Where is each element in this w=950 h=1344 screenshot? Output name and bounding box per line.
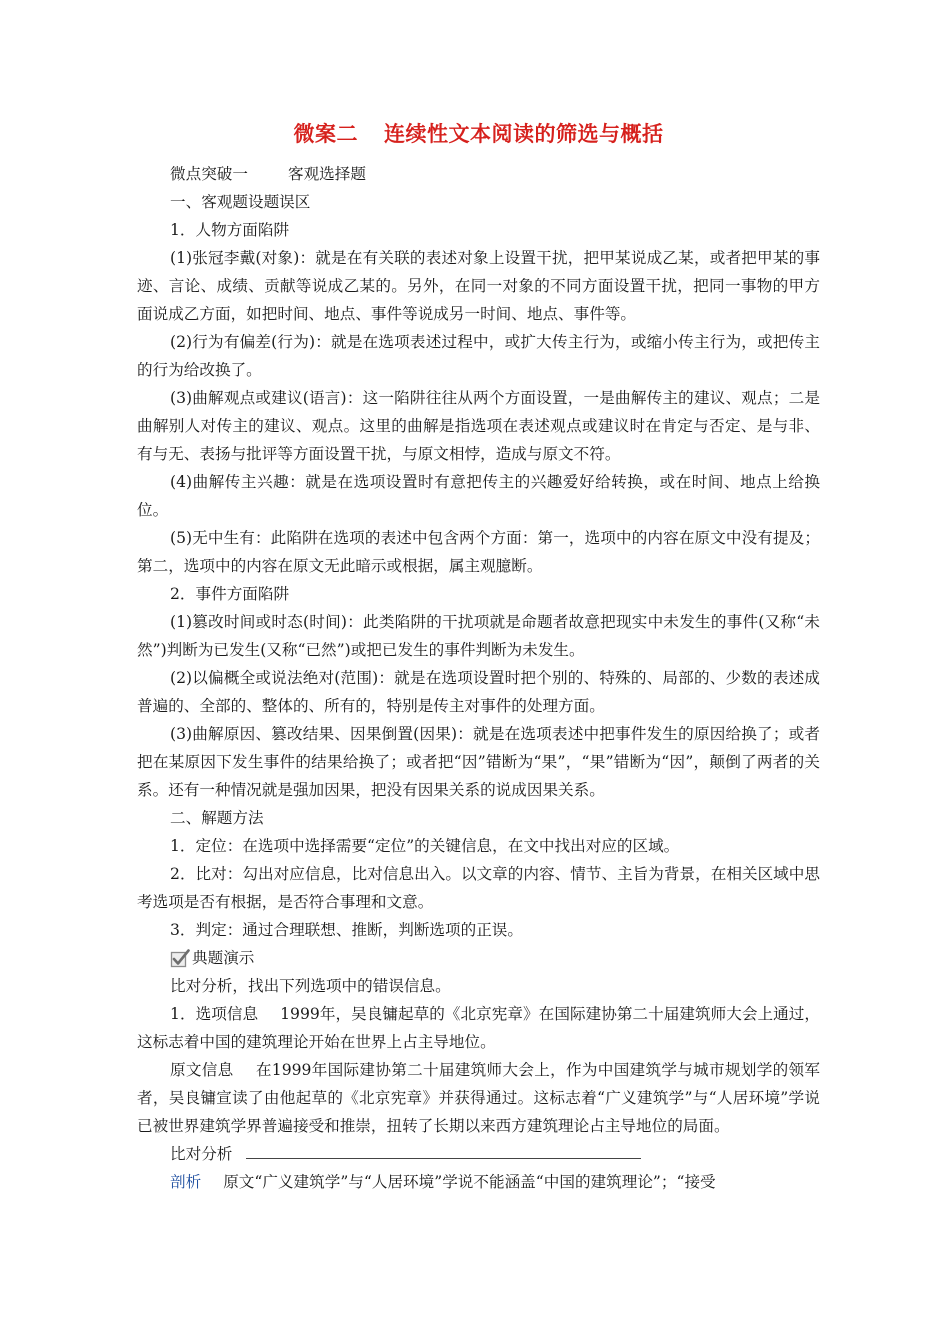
analysis-tag: 剖析 [170, 1173, 202, 1191]
method-item: 3．判定：通过合理联想、推断，判断选项的正误。 [170, 921, 523, 939]
checkmark-box-icon [170, 948, 190, 968]
paragraph: (1)张冠李戴(对象)：就是在有关联的表述对象上设置干扰，把甲某说成乙某，或者把甲某的事迹、言论、成绩、贡献等说成乙某的。另外，在同一对象的不同方面设置干扰，把同一事物的甲方面说成乙方面，如把时间、地点、事件等说成另一时间、地点、事件等。 [137, 249, 820, 323]
analysis: 剖析 原文“广义建筑学”与“人居环境”学说不能涵盖“中国的建筑理论”；“接受 [170, 1173, 716, 1191]
paragraph: (4)曲解传主兴趣：就是在选项设置时有意把传主的兴趣爱好给转换，或在时间、地点上给换位。 [137, 473, 820, 519]
paragraph: (2)行为有偏差(行为)：就是在选项表述过程中，或扩大传主行为，或缩小传主行为，或把传主的行为给改换了。 [137, 333, 820, 379]
demo-label: 典题演示 [192, 949, 255, 967]
paragraph: (2)以偏概全或说法绝对(范围)：就是在选项设置时把个别的、特殊的、局部的、少数的表述成普遍的、全部的、整体的、所有的，特别是传主对事件的处理方面。 [137, 669, 820, 715]
page-title: 微案二 连续性文本阅读的筛选与概括 [293, 121, 664, 146]
method-item: 1．定位：在选项中选择需要“定位”的关键信息，在文中找出对应的区域。 [170, 837, 680, 855]
paragraph: (1)篡改时间或时态(时间)：此类陷阱的干扰项就是命题者故意把现实中未发生的事件(又称“未然”)判断为已发生(又称“已然”)或把已发生的事件判断为未发生。 [137, 613, 820, 659]
paragraph: (3)曲解观点或建议(语言)：这一陷阱往往从两个方面设置，一是曲解传主的建议、观点；二是曲解别人对传主的建议、观点。这里的曲解是指选项在表述观点或建议时在肯定与否定、是与非、有与无、表扬与批评等方面设置干扰，与原文相悖，造成与原文不符。 [137, 389, 820, 463]
original-info: 原文信息 在1999年国际建协第二十届建筑师大会上，作为中国建筑学与城市规划学的领军者，吴良镛宣读了由他起草的《北京宪章》并获得通过。这标志着“广义建筑学”与“人居环境”学说已被世界建筑学界普遍接受和推崇，扭转了长期以来西方建筑理论占主导地位的局面。 [137, 1061, 820, 1135]
paragraph: (3)曲解原因、篡改结果、因果倒置(因果)：就是在选项表述中把事件发生的原因给换了；或者把在某原因下发生事件的结果给换了；或者把“因”错断为“果”，“果”错断为“因”，颠倒了两者的关系。还有一种情况就是强加因果，把没有因果关系的说成因果关系。 [137, 725, 820, 799]
subheading-person-traps: 1．人物方面陷阱 [170, 221, 290, 239]
answer-blank [246, 1142, 641, 1159]
paragraph: (5)无中生有：此陷阱在选项的表述中包含两个方面：第一，选项中的内容在原文中没有提及；第二，选项中的内容在原文无此暗示或根据，属主观臆断。 [137, 529, 820, 575]
heading-methods: 二、解题方法 [170, 809, 264, 827]
instruction: 比对分析，找出下列选项中的错误信息。 [170, 977, 451, 995]
method-item: 2．比对：勾出对应信息，比对信息出入。以文章的内容、情节、主旨为背景，在相关区域中思考选项是否有根据，是否符合事理和文意。 [137, 865, 820, 911]
subheading-event-traps: 2．事件方面陷阱 [170, 585, 290, 603]
option-info: 1．选项信息 1999年，吴良镛起草的《北京宪章》在国际建协第二十届建筑师大会上通过，这标志着中国的建筑理论开始在世界上占主导地位。 [137, 1005, 821, 1051]
heading-traps: 一、客观题设题误区 [170, 193, 311, 211]
section-head: 微点突破一 客观选择题 [170, 165, 366, 183]
compare-analysis: 比对分析 [137, 1140, 820, 1168]
demo-header [137, 944, 820, 972]
document-page [137, 118, 820, 1196]
